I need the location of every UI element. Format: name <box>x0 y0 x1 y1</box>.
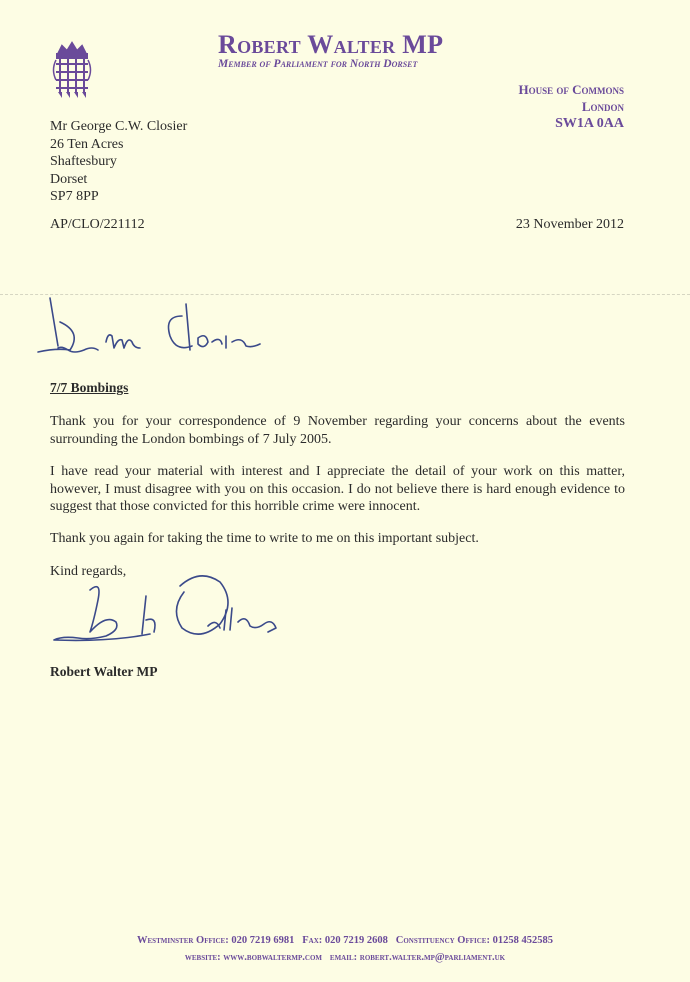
footer-web <box>0 952 690 963</box>
letterhead-name: Robert Walter MP <box>218 30 444 59</box>
fax-label: Fax: <box>302 935 323 946</box>
email-label: email: <box>329 952 358 963</box>
fax-number: 020 7219 2608 <box>324 935 388 946</box>
reference-number: AP/CLO/221112 <box>50 217 145 232</box>
recipient-line3: Dorset <box>50 171 88 187</box>
sender-address-line1: House of Commons <box>518 82 624 97</box>
recipient-postcode: SP7 8PP <box>50 189 99 204</box>
recipient-address <box>50 118 187 206</box>
body-paragraph-2: I have read your material with interest and I appreciate the detail of your work on this matter, however, I must disagree with you on this occasion. I do not believe there is hard enough evidence to suggest that those convicted for this horrible crime were innocent. <box>50 464 625 514</box>
footer-contacts <box>0 935 690 946</box>
handwritten-salutation <box>36 292 276 364</box>
website-link[interactable]: www.bobwaltermp.com <box>223 952 323 963</box>
recipient-line2: Shaftesbury <box>50 154 117 169</box>
email-link[interactable]: robert.walter.mp@parliament.uk <box>359 952 506 963</box>
sender-address-postcode: SW1A 0AA <box>555 116 624 131</box>
portcullis-icon <box>52 40 92 100</box>
letter-subject: 7/7 Bombings <box>50 380 129 395</box>
letterhead-subtitle: Member of Parliament for North Dorset <box>218 58 418 70</box>
recipient-line1: 26 Ten Acres <box>50 136 124 152</box>
signatory-name: Robert Walter MP <box>50 664 158 679</box>
letter-closing: Kind regards, <box>50 564 127 579</box>
sender-address-line2: London <box>581 99 624 114</box>
body-paragraph-3: Thank you again for taking the time to write to me on this important subject. <box>50 531 479 546</box>
westminster-phone: 020 7219 6981 <box>231 935 295 946</box>
constituency-label: Constituency Office: <box>395 935 490 946</box>
letter-date: 23 November 2012 <box>515 217 624 232</box>
constituency-phone: 01258 452585 <box>492 935 553 946</box>
body-paragraph-1: Thank you for your correspondence of 9 November regarding your concerns about the events surrounding the London bombings of 7 July 2005. <box>50 414 625 447</box>
website-label: website: <box>184 952 221 963</box>
handwritten-signature <box>50 570 290 650</box>
westminster-label: Westminster Office: <box>137 935 229 946</box>
recipient-name: Mr George C.W. Closier <box>50 119 188 134</box>
